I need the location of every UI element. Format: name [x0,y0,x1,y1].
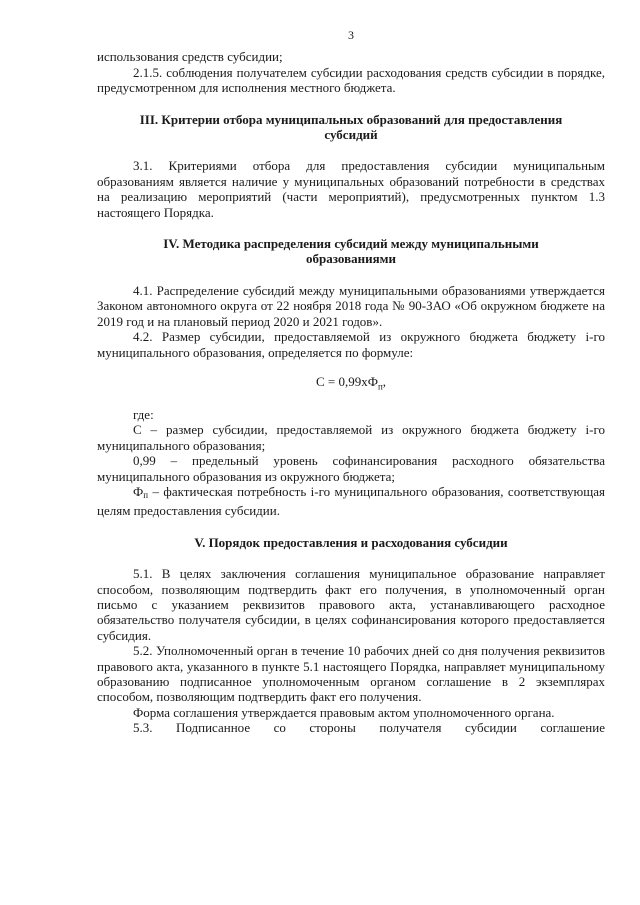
phi-subscript: п [143,489,149,500]
section-heading-5: V. Порядок предоставления и расходования субсидии [194,534,508,550]
paragraph-2-1-5: 2.1.5. соблюдения получателем субсидии расходования средств субсидии в порядке, предусмотренном для исполнения местного бюджета. [97,64,605,96]
formula [97,374,605,395]
definition-c: C – размер субсидии, предоставляемой из окружного бюджета бюджету i-го муниципального образования; [97,422,605,453]
phi-definition-text: – фактическая потребность i-го муниципального образования, соответствующая целям предоставления субсидии. [97,483,605,519]
paragraph-4-1: 4.1. Распределение субсидий между муниципальными образованиями утверждается Законом автономного округа от 22 ноября 2018 года № 90-ЗАО «Об окружном бюджете на 2019 год и на плановый период 2020 и 2021 годов». [97,282,605,329]
formula-subscript: п [377,381,383,392]
formula-main: C = 0,99хФ [315,373,378,389]
paragraph-3-1: 3.1. Критериями отбора для предоставления субсидии муниципальным образованиям является наличие у муниципальных образований потребности в средствах на реализацию мероприятий (части мероприятий), предусмотренных пунктом 1.3 настоящего Порядка. [97,158,605,220]
paragraph-5-2: 5.2. Уполномоченный орган в течение 10 рабочих дней со дня получения реквизитов правового акта, указанного в пункте 5.1 настоящего Порядка, направляет муниципальному образованию подписанное уполномоченным органом соглашение в 2 экземплярах способом, позволяющим подтвердить факт его получения. [97,643,605,705]
formula-end: , [382,373,387,389]
paragraph-4-2: 4.2. Размер субсидии, предоставляемой из окружного бюджета бюджету i-го муниципального образования, определяется по формуле: [97,329,605,360]
paragraph-5-3: 5.3. Подписанное со стороны получателя субсидии соглашение [133,720,605,736]
page-number: 3 [348,28,354,42]
definition-099: 0,99 – предельный уровень софинансирования расходного обязательства муниципального образования из окружного бюджета; [97,453,605,484]
section-heading-4: IV. Методика распределения субсидий между муниципальными образованиями [163,236,539,267]
where-label: где: [133,406,154,422]
section-heading-3: III. Критерии отбора муниципальных образований для предоставления субсидий [139,111,563,143]
paragraph-5-2-form: Форма соглашения утверждается правовым актом уполномоченного органа. [133,704,555,720]
definition-phi [97,484,605,519]
paragraph-2-1-4-end: использования средств субсидии; [97,49,283,65]
paragraph-5-1: 5.1. В целях заключения соглашения муниципальное образование направляет способом, позволяющим подтвердить факт его получения, в уполномоченный орган письмо с указанием реквизитов правового акта, устанавливающего расходное обязательство получателя субсидии, в целях софинансирования которого предоставляется субсидия. [97,566,605,643]
document-page [97,28,605,736]
phi-symbol: Ф [133,483,144,499]
